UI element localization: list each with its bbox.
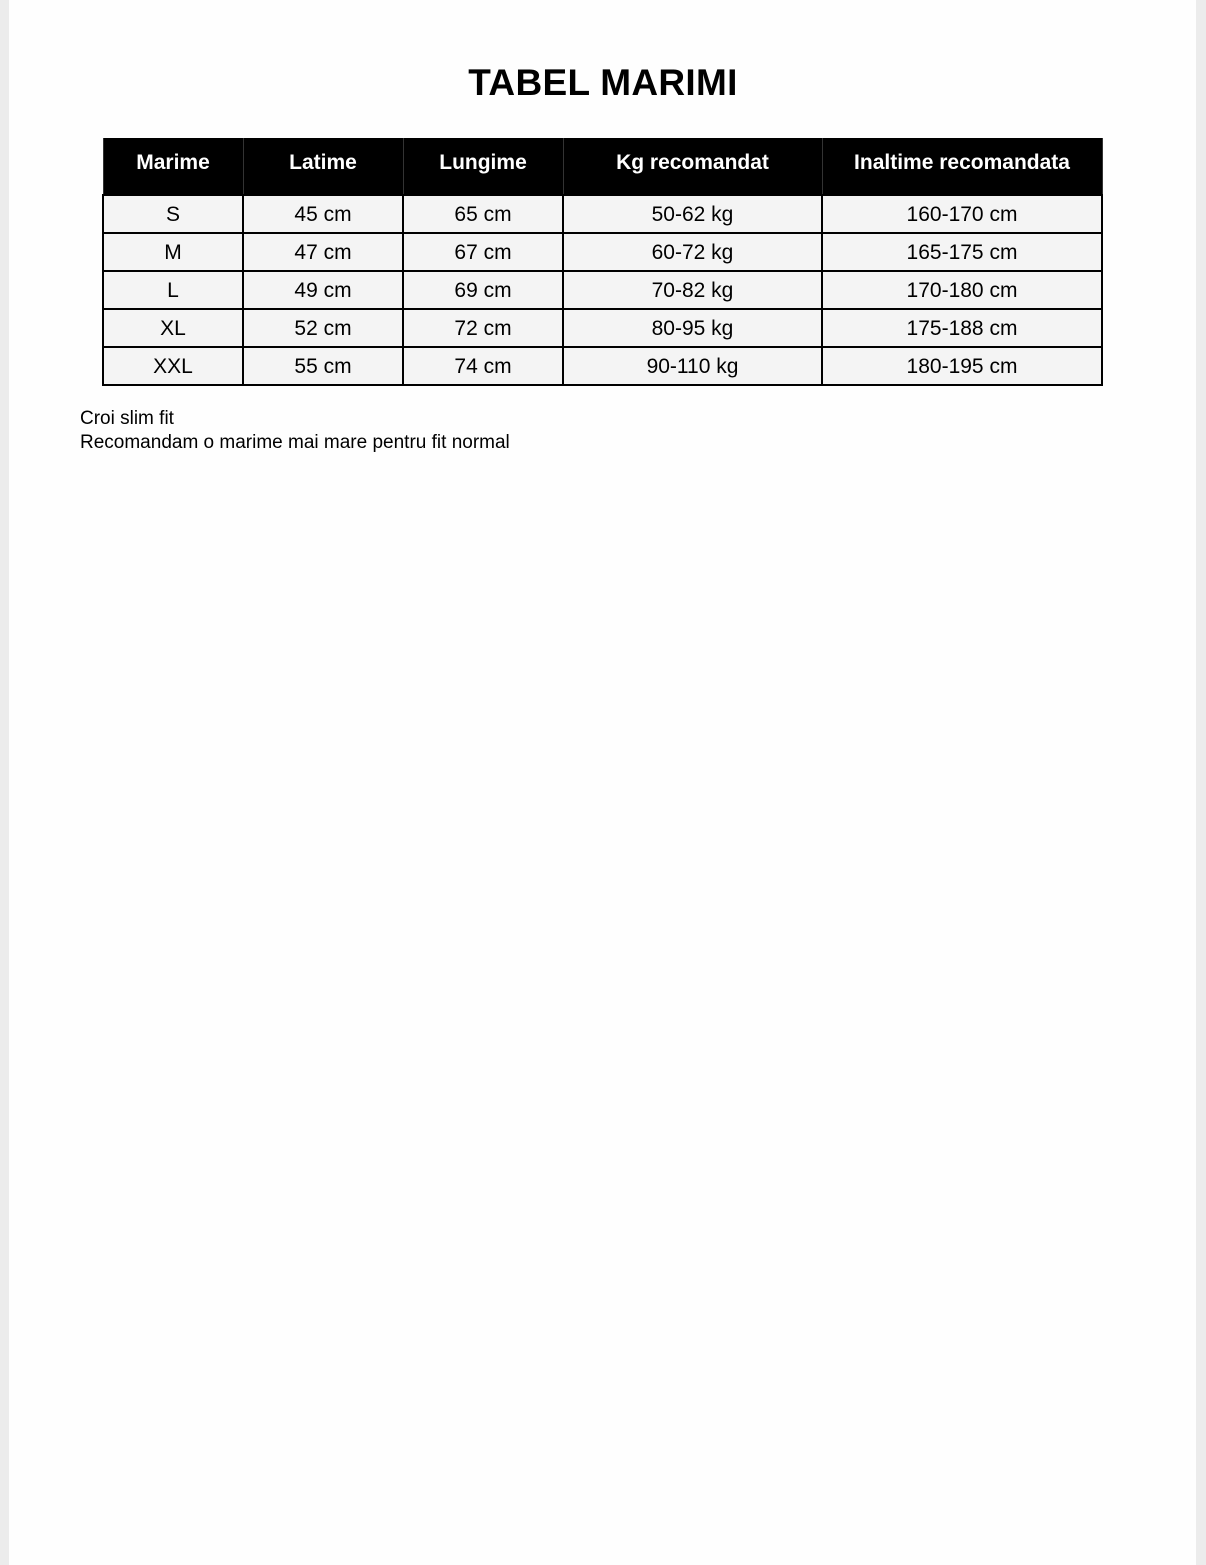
- header-latime: Latime: [243, 138, 403, 195]
- cell-marime: XXL: [103, 347, 243, 385]
- cell-marime: S: [103, 195, 243, 233]
- header-inaltime-recomandata: Inaltime recomandata: [822, 138, 1102, 195]
- cell-inaltime: 175-188 cm: [822, 309, 1102, 347]
- header-kg-recomandat: Kg recomandat: [563, 138, 822, 195]
- cell-marime: M: [103, 233, 243, 271]
- table-header-row: [103, 138, 1102, 195]
- table-row: [103, 233, 1102, 271]
- cell-lungime: 69 cm: [403, 271, 563, 309]
- size-table: [102, 138, 1103, 386]
- table-row: [103, 271, 1102, 309]
- cell-kg: 60-72 kg: [563, 233, 822, 271]
- page-title: TABEL MARIMI: [468, 62, 738, 103]
- cell-inaltime: 180-195 cm: [822, 347, 1102, 385]
- cell-inaltime: 165-175 cm: [822, 233, 1102, 271]
- cell-lungime: 67 cm: [403, 233, 563, 271]
- cell-latime: 47 cm: [243, 233, 403, 271]
- cell-marime: XL: [103, 309, 243, 347]
- note-size-recommendation: Recomandam o marime mai mare pentru fit normal: [80, 432, 510, 453]
- note-slim-fit: Croi slim fit: [80, 408, 174, 429]
- cell-inaltime: 170-180 cm: [822, 271, 1102, 309]
- cell-latime: 45 cm: [243, 195, 403, 233]
- table-row: [103, 195, 1102, 233]
- cell-lungime: 72 cm: [403, 309, 563, 347]
- cell-kg: 50-62 kg: [563, 195, 822, 233]
- cell-lungime: 65 cm: [403, 195, 563, 233]
- cell-latime: 55 cm: [243, 347, 403, 385]
- cell-latime: 49 cm: [243, 271, 403, 309]
- cell-lungime: 74 cm: [403, 347, 563, 385]
- cell-kg: 80-95 kg: [563, 309, 822, 347]
- document-page: [9, 0, 1196, 1565]
- cell-inaltime: 160-170 cm: [822, 195, 1102, 233]
- header-marime: Marime: [103, 138, 243, 195]
- cell-marime: L: [103, 271, 243, 309]
- header-lungime: Lungime: [403, 138, 563, 195]
- fit-notes: [80, 407, 510, 455]
- cell-latime: 52 cm: [243, 309, 403, 347]
- table-row: [103, 309, 1102, 347]
- table-row: [103, 347, 1102, 385]
- cell-kg: 90-110 kg: [563, 347, 822, 385]
- cell-kg: 70-82 kg: [563, 271, 822, 309]
